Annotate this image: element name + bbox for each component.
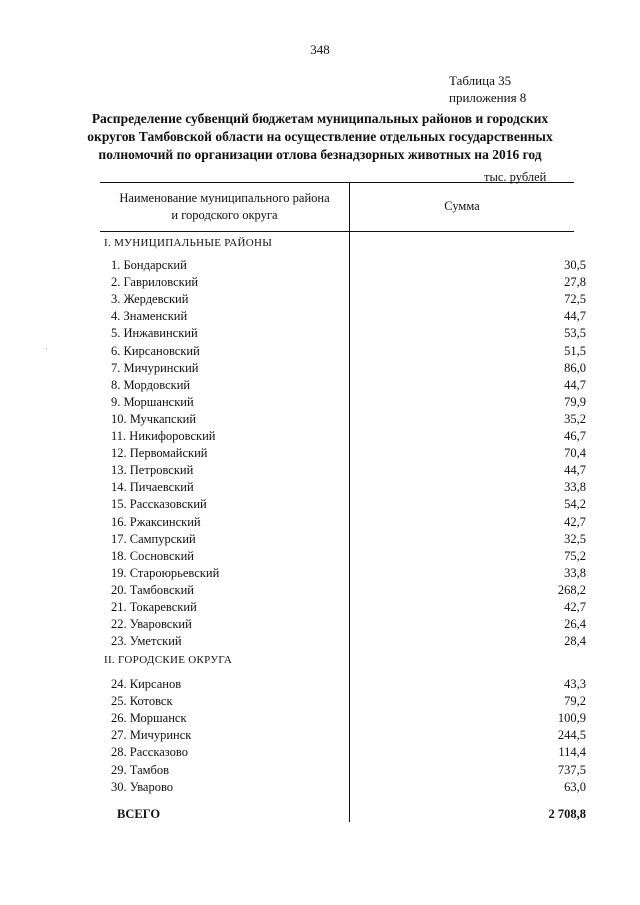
row-value: 42,7 — [564, 514, 586, 529]
subsidy-table — [100, 182, 586, 822]
document-title — [80, 110, 560, 164]
row-value: 44,7 — [564, 463, 586, 478]
row-name: 6. Кирсановский — [111, 343, 200, 358]
table-row — [100, 360, 586, 377]
row-value: 244,5 — [557, 728, 586, 743]
row-name: 18. Сосновский — [111, 548, 194, 563]
row-name: 7. Мичуринский — [111, 360, 199, 375]
table-row — [100, 274, 586, 291]
row-value: 46,7 — [564, 429, 586, 443]
row-name: 13. Петровский — [111, 463, 194, 478]
total-value: 2 708,8 — [548, 807, 586, 821]
table-row — [100, 291, 586, 308]
row-value: 75,2 — [564, 548, 586, 563]
table-row — [100, 479, 586, 496]
table-row — [100, 428, 586, 445]
row-name: 8. Мордовский — [111, 377, 191, 392]
row-name: 15. Рассказовский — [111, 497, 207, 512]
row-value: 42,7 — [564, 600, 586, 614]
table-row — [100, 676, 586, 693]
table-header-rule — [100, 231, 574, 232]
table-reference-line-1: Таблица 35 — [449, 73, 512, 88]
row-value: 28,4 — [564, 634, 586, 649]
row-name: 17. Сампурский — [111, 531, 196, 546]
header-name-line-2: и городского округа — [171, 207, 278, 222]
header-name-cell — [100, 182, 349, 231]
table-row — [100, 727, 586, 744]
row-value: 30,5 — [564, 258, 586, 272]
row-value: 33,8 — [564, 565, 586, 580]
row-name: 10. Мучкапский — [111, 411, 197, 426]
row-name: 23. Уметский — [111, 634, 182, 649]
title-line-1: Распределение субвенций бюджетам муниципальных районов и городских — [91, 111, 549, 126]
section-heading-districts: I. МУНИЦИПАЛЬНЫЕ РАЙОНЫ — [104, 237, 273, 249]
row-value: 268,2 — [557, 582, 586, 597]
table-row — [100, 599, 586, 616]
row-name: 5. Инжавинский — [111, 326, 198, 341]
row-value: 70,4 — [564, 446, 586, 461]
row-name: 27. Мичуринск — [111, 728, 192, 743]
row-name: 2. Гавриловский — [111, 275, 199, 290]
table-row — [100, 762, 586, 779]
row-value: 79,2 — [564, 694, 586, 709]
page-number: 348 — [310, 42, 330, 57]
row-value: 53,5 — [564, 326, 586, 341]
header-sum-cell: Сумма — [444, 199, 480, 213]
total-row — [100, 806, 586, 823]
row-name: 12. Первомайский — [111, 446, 208, 461]
table-row — [100, 377, 586, 394]
table-row — [100, 565, 586, 582]
row-value: 737,5 — [557, 762, 586, 777]
table-row — [100, 616, 586, 633]
table-row — [100, 325, 586, 342]
title-line-3: полномочий по организации отлова безнадзорных животных на 2016 год — [98, 147, 542, 162]
table-row — [100, 779, 586, 796]
table-row — [100, 394, 586, 411]
table-row — [100, 582, 586, 599]
row-value: 43,3 — [564, 677, 586, 691]
table-reference-line-2: приложения 8 — [449, 90, 527, 105]
margin-mark: · — [45, 344, 48, 354]
row-name: 4. Знаменский — [111, 309, 188, 324]
row-name: 11. Никифоровский — [111, 429, 216, 443]
row-name: 19. Староюрьевский — [111, 565, 220, 580]
header-name-line-1: Наименование муниципального района — [119, 190, 330, 205]
row-value: 26,4 — [564, 617, 586, 632]
row-name: 30. Уварово — [111, 779, 174, 794]
table-row — [100, 693, 586, 710]
row-value: 86,0 — [564, 360, 586, 375]
row-value: 35,2 — [564, 411, 586, 426]
row-value: 79,9 — [564, 394, 586, 409]
row-name: 22. Уваровский — [111, 617, 192, 632]
row-name: 28. Рассказово — [111, 745, 188, 760]
row-name: 25. Котовск — [111, 694, 173, 709]
table-row — [100, 445, 586, 462]
row-name: 20. Тамбовский — [111, 582, 194, 597]
row-value: 100,9 — [557, 711, 586, 726]
table-row — [100, 462, 586, 479]
table-reference — [449, 72, 526, 106]
title-line-2: округов Тамбовской области на осуществление отдельных государственных — [87, 129, 553, 144]
section-heading-cities: II. ГОРОДСКИЕ ОКРУГА — [104, 654, 233, 666]
row-name: 3. Жердевский — [111, 292, 189, 307]
row-name: 1. Бондарский — [111, 258, 187, 272]
row-name: 26. Моршанск — [111, 711, 187, 726]
table-row — [100, 531, 586, 548]
row-name: 24. Кирсанов — [111, 677, 182, 691]
table-row — [100, 633, 586, 650]
row-value: 72,5 — [564, 292, 586, 307]
row-value: 33,8 — [564, 480, 586, 495]
row-name: 9. Моршанский — [111, 394, 194, 409]
row-name: 29. Тамбов — [111, 762, 170, 777]
table-row — [100, 744, 586, 761]
row-value: 114,4 — [558, 745, 586, 760]
table-row — [100, 343, 586, 360]
row-value: 44,7 — [564, 377, 586, 392]
table-row — [100, 710, 586, 727]
table-row — [100, 514, 586, 531]
row-name: 21. Токаревский — [111, 600, 197, 614]
row-value: 27,8 — [564, 275, 586, 290]
total-label: ВСЕГО — [117, 807, 161, 821]
row-name: 16. Ржаксинский — [111, 514, 201, 529]
units-label: тыс. рублей — [484, 170, 547, 184]
row-value: 44,7 — [564, 309, 586, 324]
table-row — [100, 308, 586, 325]
row-name: 14. Пичаевский — [111, 480, 194, 495]
row-value: 51,5 — [564, 343, 586, 358]
row-value: 32,5 — [564, 531, 586, 546]
table-row — [100, 257, 586, 274]
table-row — [100, 496, 586, 513]
table-row — [100, 411, 586, 428]
table-row — [100, 548, 586, 565]
row-value: 54,2 — [564, 497, 586, 512]
row-value: 63,0 — [564, 779, 586, 794]
